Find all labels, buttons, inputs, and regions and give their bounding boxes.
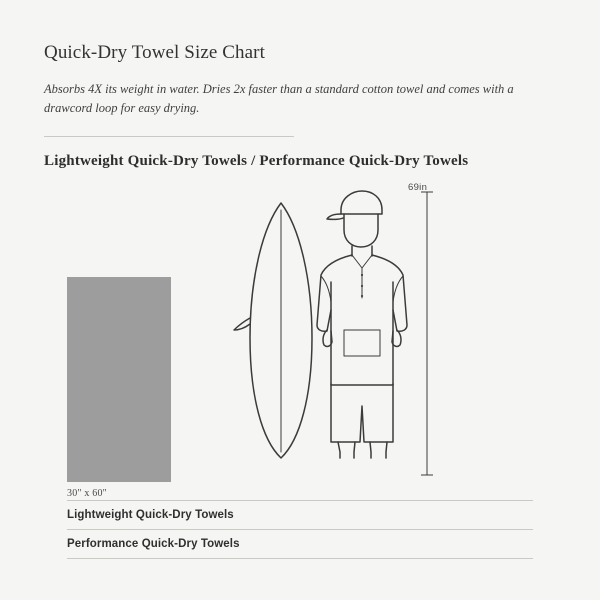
page-description: Absorbs 4X its weight in water. Dries 2x faster than a standard cotton towel and comes with a drawcord loop for easy drying. xyxy=(44,82,514,115)
legend-item-label: Lightweight Quick-Dry Towels xyxy=(67,509,234,521)
figure-height-label: 69in xyxy=(408,182,428,193)
legend-item-label: Performance Quick-Dry Towels xyxy=(67,538,240,550)
page-title: Quick-Dry Towel Size Chart xyxy=(44,42,265,63)
legend-item-performance xyxy=(67,530,533,558)
height-ruler-icon xyxy=(421,192,433,475)
size-comparison-diagram xyxy=(0,170,600,500)
legend-item-lightweight xyxy=(67,501,533,529)
legend-divider-bottom xyxy=(67,558,533,559)
section-heading: Lightweight Quick-Dry Towels / Performance Quick-Dry Towels xyxy=(44,152,469,169)
towel-dimensions-label: 30" x 60" xyxy=(67,488,107,499)
surfboard-icon xyxy=(234,203,312,458)
header-divider xyxy=(44,136,294,137)
diagram-illustration xyxy=(0,170,600,500)
legend xyxy=(67,500,533,559)
person-icon xyxy=(317,191,407,458)
